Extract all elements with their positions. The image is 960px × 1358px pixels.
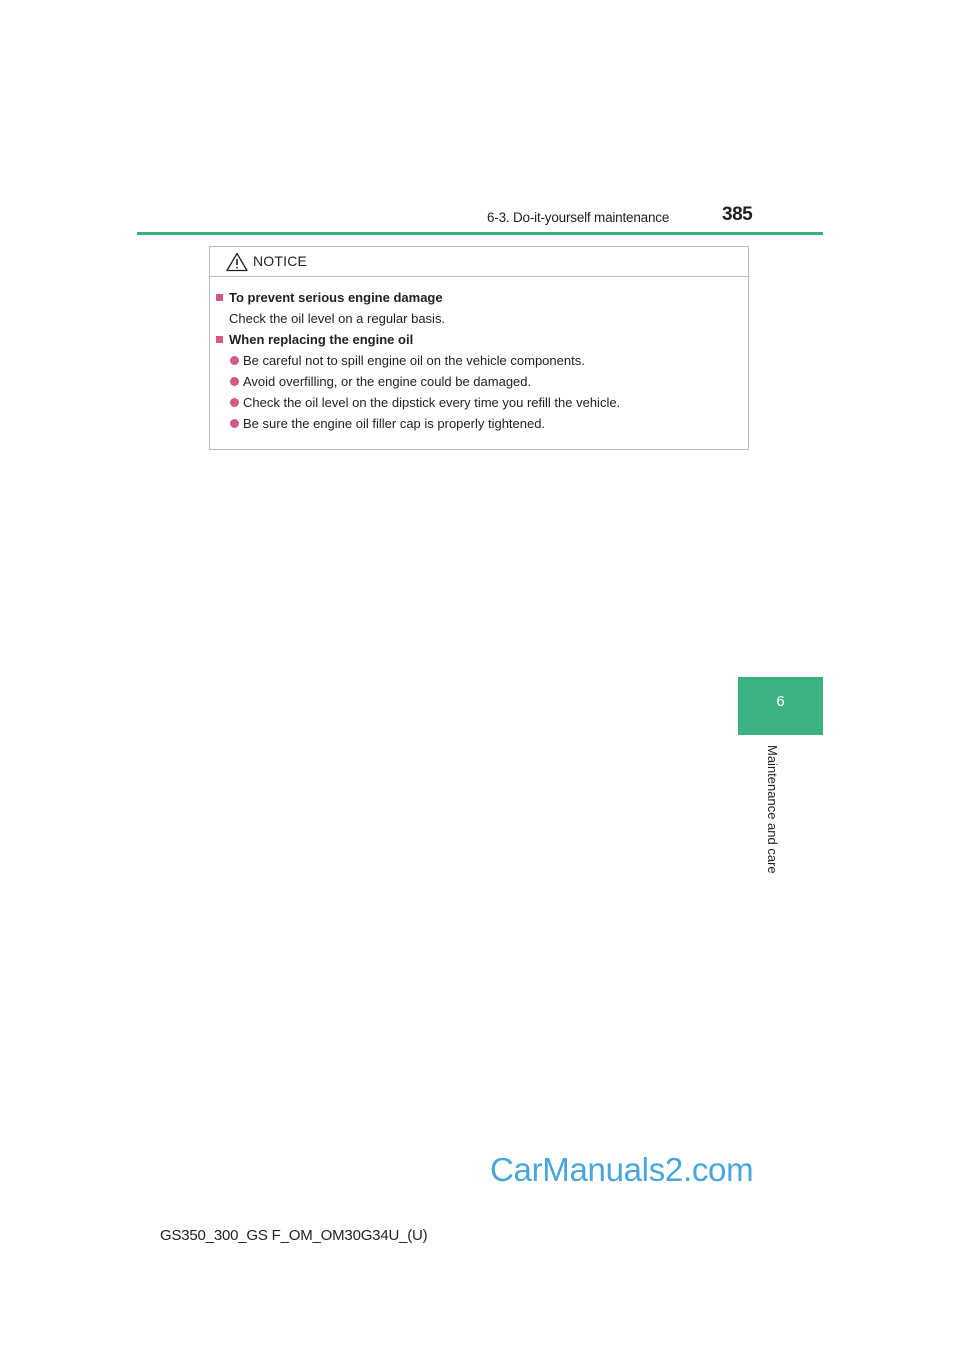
section-text: Check the oil level on a regular basis. [229,311,446,326]
notice-body [210,287,748,434]
page-number: 385 [722,204,753,225]
watermark: CarManuals2.com [490,1151,754,1188]
section-heading [210,329,748,350]
dot-bullet-icon [230,356,239,365]
list-item-text: Be careful not to spill engine oil on the vehicle components. [243,353,585,368]
list-item-text: Check the oil level on the dipstick every time you refill the vehicle. [243,395,621,410]
dot-bullet-icon [230,419,239,428]
list-item-text: Avoid overfilling, or the engine could be damaged. [243,374,532,389]
document-code: GS350_300_GS F_OM_OM30G34U_(U) [160,1227,428,1244]
dot-bullet-icon [230,377,239,386]
list-item [210,413,748,434]
square-bullet-icon [216,336,223,343]
list-item [210,350,748,371]
chapter-label [740,745,820,890]
list-item [210,392,748,413]
warning-triangle-icon [226,252,248,272]
list-item [210,371,748,392]
header-section-title: 6-3. Do-it-yourself maintenance [487,210,670,225]
notice-header [210,247,748,277]
chapter-number: 6 [776,693,785,710]
square-bullet-icon [216,294,223,301]
section-heading [210,287,748,308]
notice-box [209,246,749,450]
chapter-tab [738,677,823,735]
chapter-title: Maintenance and care [765,745,780,874]
section-heading-text: When replacing the engine oil [229,332,414,347]
notice-title: NOTICE [253,253,308,269]
list-item-text: Be sure the engine oil filler cap is properly tightened. [243,416,546,431]
header-rule [137,232,823,235]
section-heading-text: To prevent serious engine damage [229,290,443,305]
dot-bullet-icon [230,398,239,407]
